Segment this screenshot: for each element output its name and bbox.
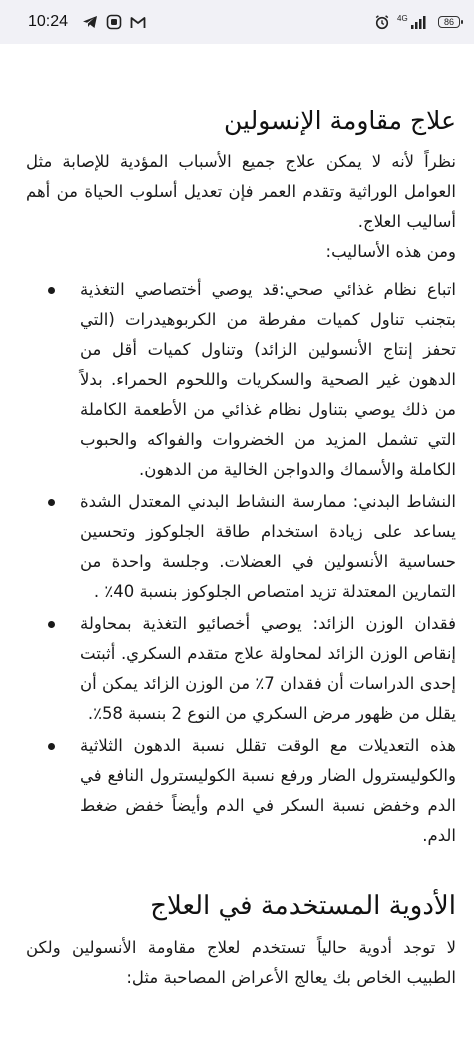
article: [0, 60, 474, 993]
section-title-medications: الأدوية المستخدمة في العلاج: [150, 891, 456, 921]
list-item-text: اتباع نظام غذائي صحي:قد يوصي أختصاصي التغذية بتجنب تناول كميات مفرطة من الكربوهيدرات (التي تحفز إنتاج الأنسولين الزائد) وتناول كميات أقل من الدهون غير الصحية والسكريات واللحوم الحمراء. بدلاً من ذلك يوصي بتناول نظام غذائي من الأطعمة الكاملة التي تشمل المزيد من الخضروات والفواكه والحبوب الكاملة والأسماك والدواجن الخالية من الدهون.: [80, 280, 456, 479]
status-bar: [0, 0, 474, 44]
notification-icons: [82, 14, 146, 30]
list-item: [26, 609, 456, 729]
list-item: [26, 275, 456, 485]
list-item: [26, 487, 456, 607]
system-status: [374, 14, 460, 30]
bullet-icon: [48, 499, 55, 506]
status-time: 10:24: [28, 13, 69, 30]
app-icon: [106, 14, 122, 30]
list-item-text: النشاط البدني: ممارسة النشاط البدني المعتدل الشدة يساعد على زيادة استخدام طاقة الجلوكوز وتحسين حساسية الأنسولين في العضلات. وجلسة واحدة من التمارين المعتدلة تزيد امتصاص الجلوكوز بنسبة 40٪ .: [80, 492, 456, 601]
battery-icon: [438, 16, 460, 28]
telegram-icon: [82, 15, 98, 29]
intro-paragraph: نظراً لأنه لا يمكن علاج جميع الأسباب المؤدية للإصابة مثل العوامل الوراثية وتقدم العمر فإن تعديل أسلوب الحياة من أهم أساليب العلاج.: [26, 152, 456, 231]
bullet-icon: [48, 743, 55, 750]
signal-icon: [397, 14, 431, 30]
list-item-text: فقدان الوزن الزائد: يوصي أخصائيو التغذية بمحاولة إنقاص الوزن الزائد لمحاولة علاج متقدم السكري. أثبتت إحدى الدراسات أن فقدان 7٪ من الوزن الزائد يمكن أن يقلل من ظهور مرض السكري من النوع 2 بنسبة 58٪.: [80, 614, 457, 723]
methods-lead: ومن هذه الأساليب:: [325, 242, 456, 261]
outro-paragraph: لا توجد أدوية حالياً تستخدم لعلاج مقاومة الأنسولين ولكن الطبيب الخاص بك يعالج الأعراض المصاحبة مثل:: [26, 938, 456, 987]
alarm-icon: [374, 14, 390, 30]
battery-level: 86: [443, 17, 454, 27]
gmail-icon: [130, 16, 146, 29]
bullet-icon: [48, 621, 55, 628]
network-type: 4G: [397, 14, 408, 23]
methods-list: [26, 275, 456, 851]
list-item: [26, 731, 456, 851]
bullet-icon: [48, 287, 55, 294]
list-item-text: هذه التعديلات مع الوقت تقلل نسبة الدهون الثلاثية والكوليسترول الضار ورفع نسبة الكوليسترول النافع في الدم وخفض نسبة السكر في الدم وأيضاً خفض ضغط الدم.: [80, 736, 456, 845]
section-title: علاج مقاومة الإنسولين: [224, 106, 456, 135]
